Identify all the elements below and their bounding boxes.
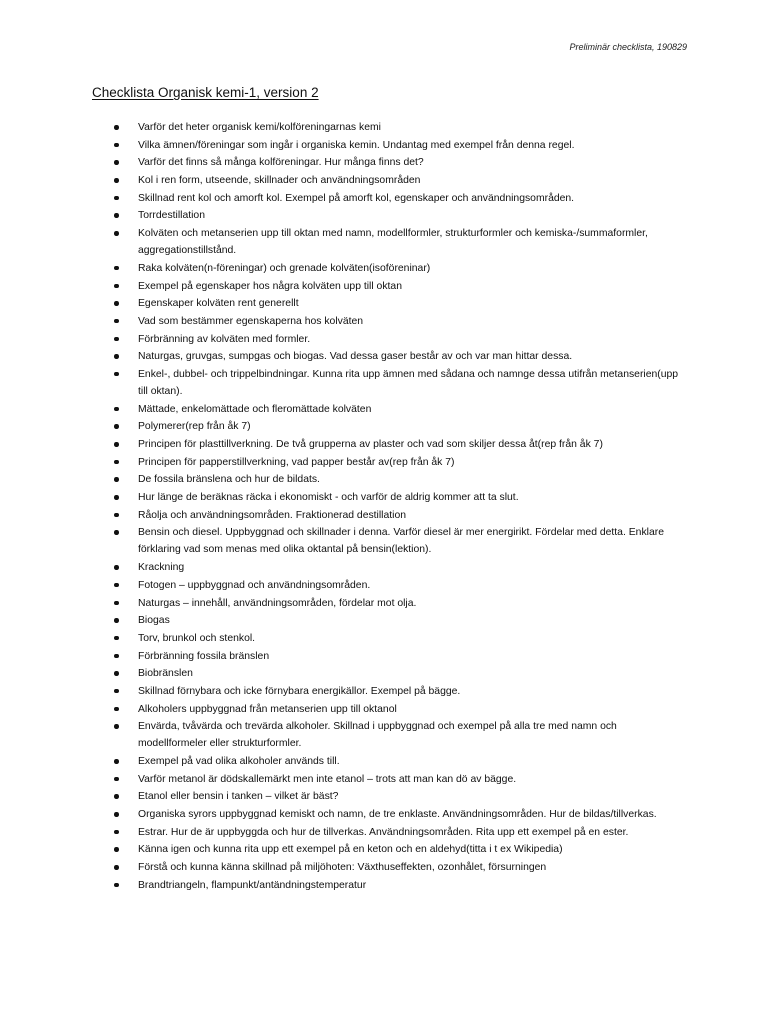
checklist-item — [0, 418, 768, 435]
checklist-item-text: Kol i ren form, utseende, skillnader och användningsområden — [138, 175, 421, 187]
checklist-item-text: Skillnad rent kol och amorft kol. Exempel på amorft kol, egenskaper och användningsområden. — [138, 192, 575, 204]
checklist-item-text: De fossila bränslena och hur de bildats. — [138, 474, 320, 486]
checklist-item — [0, 313, 768, 330]
checklist-item-text: Etanol eller bensin i tanken – vilket är bäst? — [138, 791, 339, 803]
checklist-item — [0, 401, 768, 418]
bullet-icon — [114, 601, 119, 606]
bullet-icon — [114, 337, 119, 342]
checklist-item-text: Krackning — [138, 562, 185, 574]
checklist-item-text: Exempel på vad olika alkoholer används till. — [138, 756, 340, 767]
bullet-icon — [114, 759, 119, 764]
checklist-item — [0, 701, 768, 718]
bullet-icon — [114, 883, 119, 888]
checklist-item — [0, 788, 768, 805]
checklist-item — [0, 718, 768, 752]
bullet-icon — [114, 654, 119, 659]
checklist-item-text: Egenskaper kolväten rent generellt — [138, 298, 299, 310]
checklist-item — [0, 859, 768, 876]
checklist-item-text: Bensin och diesel. Uppbyggnad och skillnader i denna. Varför diesel är mer energirikt. Fördelar med detta. Enklare förklaring vad som menas med olika oktantal på bensin(lektion). — [138, 527, 664, 556]
checklist-item — [0, 454, 768, 471]
checklist-item-text: Biogas — [138, 615, 170, 627]
header-note: Preliminär checklista, 190829 — [569, 42, 687, 52]
bullet-icon — [114, 671, 119, 676]
checklist-item-text: Fotogen – uppbyggnad och användningsområden. — [138, 579, 371, 591]
checklist-item — [0, 190, 768, 207]
checklist-item — [0, 683, 768, 700]
checklist-item — [0, 295, 768, 312]
checklist-item-text: Mättade, enkelomättade och fleromättade kolväten — [138, 403, 372, 415]
checklist-item — [0, 366, 768, 400]
checklist-item — [0, 278, 768, 295]
checklist-item-text: Torrdestillation — [138, 210, 205, 222]
checklist-item — [0, 577, 768, 594]
checklist-item — [0, 524, 768, 558]
bullet-icon — [114, 460, 119, 465]
checklist-item-text: Raka kolväten(n-föreningar) och grenade kolväten(isoföreninar) — [138, 262, 431, 274]
checklist-item — [0, 612, 768, 629]
bullet-icon — [114, 160, 119, 165]
bullet-icon — [114, 424, 119, 429]
checklist-item — [0, 137, 768, 154]
checklist-item — [0, 471, 768, 488]
checklist-item-text: Torv, brunkol och stenkol. — [138, 632, 256, 644]
checklist-item — [0, 648, 768, 665]
checklist-item-text: Naturgas – innehåll, användningsområden, fördelar mot olja. — [138, 597, 417, 609]
checklist-item-text: Varför det heter organisk kemi/kolföreningarnas kemi — [138, 122, 381, 133]
bullet-icon — [114, 707, 119, 712]
bullet-icon — [114, 213, 119, 218]
checklist-item — [0, 595, 768, 612]
checklist-item — [0, 436, 768, 453]
bullet-icon — [114, 794, 119, 799]
checklist-item-text: Förstå och kunna känna skillnad på miljöhoten: Växthuseffekten, ozonhålet, försurningen — [138, 862, 547, 874]
checklist-item — [0, 172, 768, 189]
checklist-item — [0, 260, 768, 277]
checklist-item — [0, 119, 768, 136]
checklist-item-text: Vad som bestämmer egenskaperna hos kolväten — [138, 315, 364, 327]
checklist-item-text: Hur länge de beräknas räcka i ekonomiskt - och varför de aldrig kommer att ta slut. — [138, 492, 519, 504]
bullet-icon — [114, 495, 119, 500]
checklist-item-text: Organiska syrors uppbyggnad kemiskt och namn, de tre enklaste. Användningsområden. Hur de bildas/tillverkas. — [138, 809, 657, 821]
checklist-item-text: Biobränslen — [138, 668, 193, 680]
bullet-icon — [114, 477, 119, 482]
checklist-item — [0, 207, 768, 224]
checklist-item-text: Naturgas, gruvgas, sumpgas och biogas. Vad dessa gaser består av och var man hittar dessa. — [138, 351, 573, 363]
checklist-item-text: Estrar. Hur de är uppbyggda och hur de tillverkas. Användningsområden. Rita upp ett exempel på en ester. — [138, 826, 629, 838]
checklist — [0, 119, 768, 895]
checklist-item — [0, 331, 768, 348]
bullet-icon — [114, 618, 119, 623]
checklist-item — [0, 806, 768, 823]
checklist-item — [0, 154, 768, 171]
bullet-icon — [114, 724, 119, 729]
bullet-icon — [114, 847, 119, 852]
checklist-item-text: Skillnad förnybara och icke förnybara energikällor. Exempel på bägge. — [138, 685, 461, 697]
bullet-icon — [114, 812, 119, 817]
checklist-item-text: Principen för papperstillverkning, vad papper består av(rep från åk 7) — [138, 456, 455, 468]
checklist-item-text: Varför det finns så många kolföreningar. Hur många finns det? — [138, 157, 424, 169]
checklist-item — [0, 489, 768, 506]
bullet-icon — [114, 689, 119, 694]
bullet-icon — [114, 565, 119, 570]
checklist-item-text: Brandtriangeln, flampunkt/antändningstemperatur — [138, 879, 367, 891]
bullet-icon — [114, 513, 119, 518]
checklist-item-text: Förbränning fossila bränslen — [138, 650, 270, 662]
bullet-icon — [114, 301, 119, 306]
bullet-icon — [114, 777, 119, 782]
bullet-icon — [114, 865, 119, 870]
checklist-item — [0, 507, 768, 524]
bullet-icon — [114, 830, 119, 835]
bullet-icon — [114, 530, 119, 535]
checklist-item-text: Principen för plasttillverkning. De två grupperna av plaster och vad som skiljer dessa åt(rep från åk 7) — [138, 439, 603, 450]
bullet-icon — [114, 319, 119, 324]
checklist-item — [0, 841, 768, 858]
checklist-item-text: Polymerer(rep från åk 7) — [138, 421, 251, 433]
checklist-item-text: Råolja och användningsområden. Fraktionerad destillation — [138, 509, 407, 521]
bullet-icon — [114, 583, 119, 588]
bullet-icon — [114, 125, 119, 130]
bullet-icon — [114, 636, 119, 641]
bullet-icon — [114, 231, 119, 236]
checklist-item-text: Kolväten och metanserien upp till oktan med namn, modellformler, strukturformler och kemiska-/summaformler, aggregationstillstånd. — [138, 228, 648, 257]
bullet-icon — [114, 354, 119, 359]
checklist-item-text: Enkel-, dubbel- och trippelbindningar. Kunna rita upp ämnen med sådana och namnge dessa utifrån metanserien(upp till oktan). — [138, 368, 679, 397]
checklist-item — [0, 630, 768, 647]
checklist-item — [0, 348, 768, 365]
checklist-item-text: Varför metanol är dödskallemärkt men inte etanol – trots att man kan dö av bägge. — [138, 773, 517, 785]
bullet-icon — [114, 407, 119, 412]
bullet-icon — [114, 178, 119, 183]
checklist-item — [0, 559, 768, 576]
checklist-item-text: Exempel på egenskaper hos några kolväten upp till oktan — [138, 280, 402, 292]
checklist-item — [0, 225, 768, 259]
checklist-item-text: Förbränning av kolväten med formler. — [138, 333, 311, 345]
bullet-icon — [114, 442, 119, 447]
checklist-item — [0, 877, 768, 894]
bullet-icon — [114, 284, 119, 289]
bullet-icon — [114, 266, 119, 271]
bullet-icon — [114, 372, 119, 377]
document-title: Checklista Organisk kemi-1, version 2 — [92, 85, 319, 100]
checklist-item — [0, 771, 768, 788]
checklist-item — [0, 824, 768, 841]
checklist-item-text: Vilka ämnen/föreningar som ingår i organiska kemin. Undantag med exempel från denna regel. — [138, 139, 575, 151]
checklist-item-text: Envärda, tvåvärda och trevärda alkoholer. Skillnad i uppbyggnad och exempel på alla tre med namn och modellformeler eller strukturformler. — [138, 721, 617, 750]
checklist-item — [0, 753, 768, 770]
checklist-item-text: Alkoholers uppbyggnad från metanserien upp till oktanol — [138, 703, 397, 715]
bullet-icon — [114, 143, 119, 148]
checklist-item — [0, 665, 768, 682]
bullet-icon — [114, 196, 119, 201]
checklist-item-text: Känna igen och kunna rita upp ett exempel på en keton och en aldehyd(titta i t ex Wikipedia) — [138, 844, 563, 856]
